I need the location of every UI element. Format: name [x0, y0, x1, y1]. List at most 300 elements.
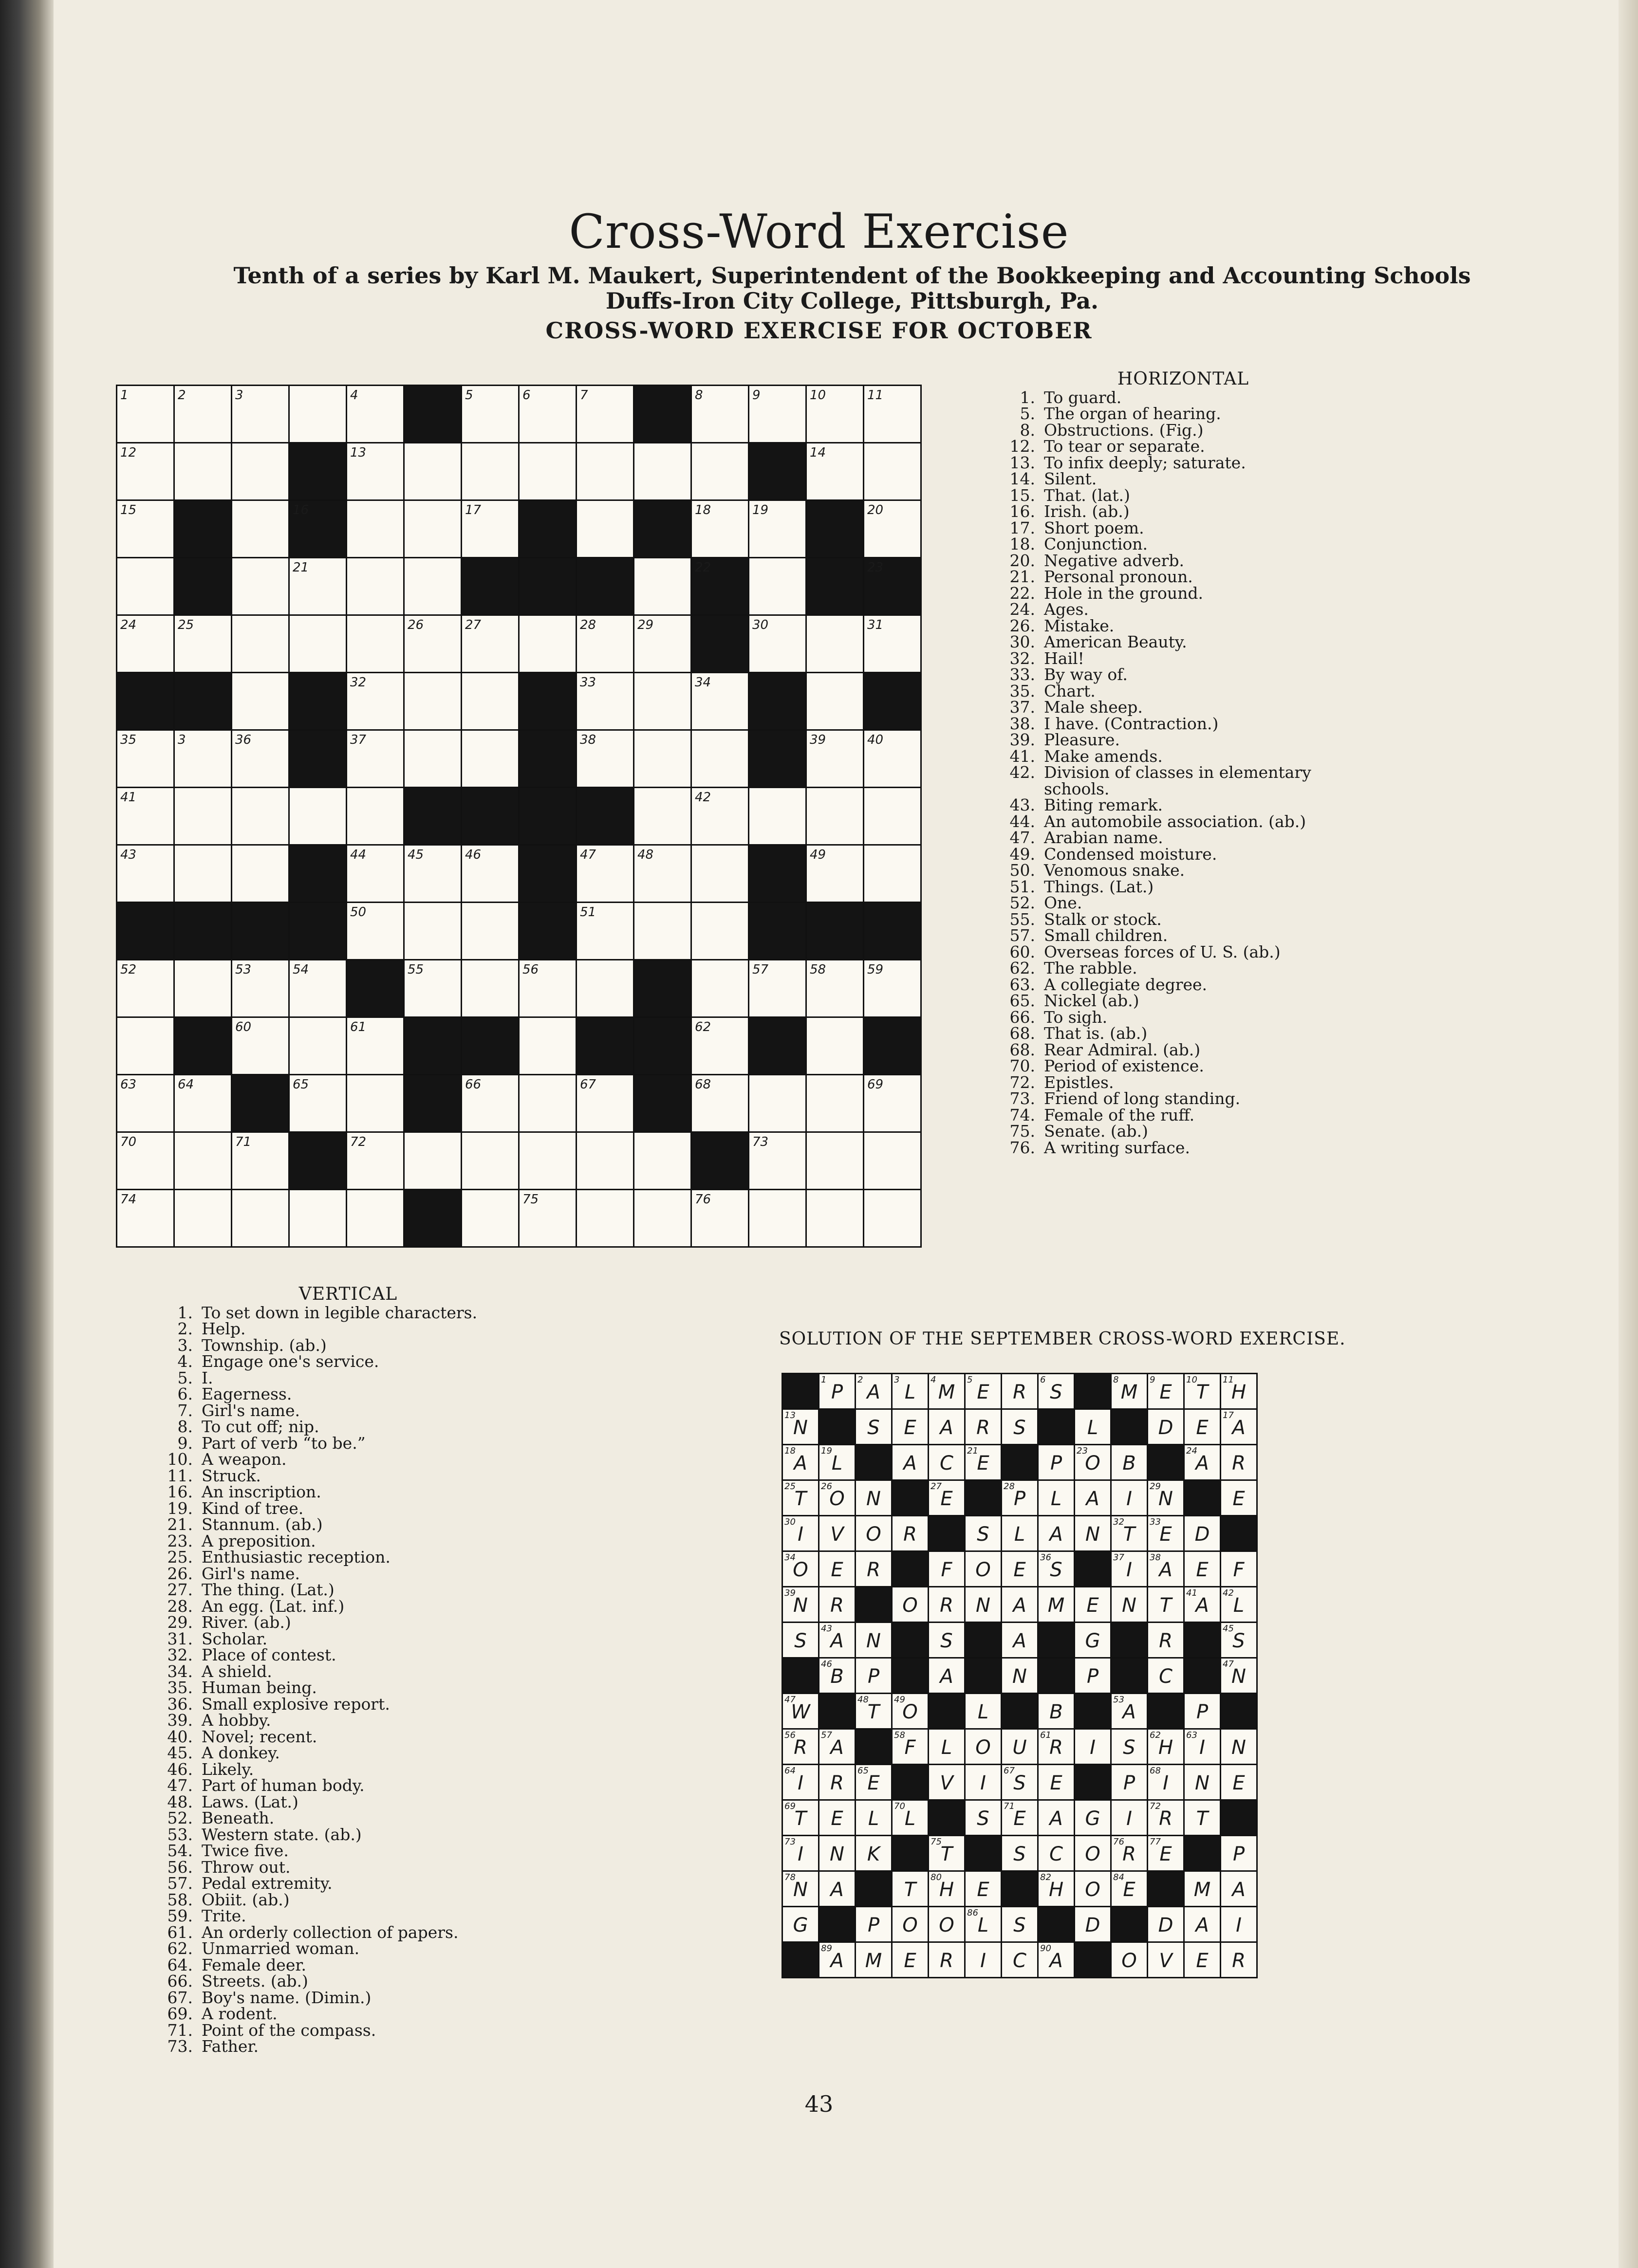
solution-cell — [1111, 1374, 1148, 1409]
puzzle-cell[interactable] — [749, 1075, 806, 1132]
puzzle-cell[interactable] — [347, 1132, 404, 1190]
puzzle-cell[interactable] — [174, 443, 232, 500]
cell-number: 69 — [784, 1801, 796, 1811]
clue-text: Obstructions. (Fig.) — [1044, 420, 1204, 440]
puzzle-cell[interactable] — [404, 730, 462, 788]
solution-letter: A — [1013, 1630, 1026, 1652]
cell-number: 73 — [752, 1135, 769, 1149]
puzzle-cell[interactable] — [691, 903, 749, 960]
puzzle-cell[interactable] — [634, 903, 691, 960]
puzzle-cell[interactable] — [232, 1017, 289, 1075]
puzzle-cell[interactable] — [519, 615, 577, 673]
clue-text: A rodent. — [202, 2004, 278, 2023]
puzzle-cell[interactable] — [462, 1190, 519, 1247]
puzzle-cell[interactable] — [634, 730, 691, 788]
puzzle-cell[interactable] — [404, 615, 462, 673]
solution-cell — [782, 1729, 819, 1765]
cell-number: 24 — [1186, 1446, 1197, 1456]
puzzle-cell[interactable] — [691, 386, 749, 443]
puzzle-cell[interactable] — [289, 788, 347, 845]
clue-text: River. (ab.) — [202, 1613, 291, 1632]
cell-number: 58 — [894, 1730, 905, 1740]
puzzle-cell[interactable] — [577, 730, 634, 788]
clue-number: 18. — [1009, 535, 1035, 553]
puzzle-cell[interactable] — [347, 788, 404, 845]
puzzle-cell[interactable] — [806, 615, 864, 673]
puzzle-cell[interactable] — [864, 1075, 921, 1132]
puzzle-cell[interactable] — [404, 1132, 462, 1190]
puzzle-cell[interactable] — [806, 443, 864, 500]
horizontal-clues — [1003, 371, 1363, 1156]
clue-item — [1003, 1058, 1363, 1074]
puzzle-cell[interactable] — [174, 1190, 232, 1247]
cell-number: 52 — [120, 962, 137, 977]
clue-text: Streets. (ab.) — [202, 1972, 308, 1991]
puzzle-cell[interactable] — [117, 730, 174, 788]
puzzle-row — [117, 730, 921, 788]
clue-text: A collegiate degree. — [1044, 975, 1208, 994]
puzzle-cell[interactable] — [577, 615, 634, 673]
cell-number: 13 — [784, 1410, 796, 1420]
black-square — [892, 1551, 929, 1587]
cell-number: 43 — [120, 848, 137, 862]
cell-number: 89 — [821, 1943, 832, 1954]
puzzle-cell[interactable] — [577, 1075, 634, 1132]
puzzle-cell[interactable] — [634, 1132, 691, 1190]
solution-cell — [1148, 1551, 1184, 1587]
puzzle-row — [117, 615, 921, 673]
horizontal-heading: HORIZONTAL — [1117, 369, 1249, 389]
puzzle-cell[interactable] — [289, 1075, 347, 1132]
solution-letter: P — [831, 1381, 843, 1403]
puzzle-cell[interactable] — [174, 1075, 232, 1132]
puzzle-cell[interactable] — [289, 615, 347, 673]
puzzle-cell[interactable] — [691, 1190, 749, 1247]
solution-letter: R — [1159, 1807, 1173, 1830]
solution-cell — [1002, 1374, 1038, 1409]
puzzle-cell[interactable] — [806, 1075, 864, 1132]
cell-number: 30 — [752, 618, 769, 632]
solution-cell — [892, 1374, 929, 1409]
puzzle-cell[interactable] — [519, 386, 577, 443]
puzzle-cell[interactable] — [691, 730, 749, 788]
puzzle-cell[interactable] — [462, 845, 519, 903]
solution-cell — [1184, 1587, 1221, 1623]
clue-number: 17. — [1009, 518, 1035, 537]
solution-cell — [1221, 1871, 1257, 1907]
puzzle-cell[interactable] — [462, 730, 519, 788]
solution-row — [782, 1729, 1257, 1765]
clue-number: 64. — [167, 1955, 193, 1974]
puzzle-cell[interactable] — [634, 845, 691, 903]
puzzle-cell[interactable] — [691, 500, 749, 558]
puzzle-cell[interactable] — [232, 1132, 289, 1190]
puzzle-cell[interactable] — [749, 558, 806, 615]
puzzle-cell[interactable] — [749, 960, 806, 1017]
puzzle-cell[interactable] — [232, 788, 289, 845]
puzzle-cell[interactable] — [462, 615, 519, 673]
puzzle-cell[interactable] — [749, 1132, 806, 1190]
puzzle-cell[interactable] — [117, 615, 174, 673]
puzzle-cell[interactable] — [806, 673, 864, 730]
solution-letter: N — [1158, 1488, 1173, 1510]
puzzle-cell[interactable] — [577, 443, 634, 500]
puzzle-cell[interactable] — [519, 1190, 577, 1247]
solution-letter: P — [867, 1914, 880, 1936]
puzzle-cell[interactable] — [117, 558, 174, 615]
cell-number: 10 — [1186, 1375, 1197, 1385]
black-square — [1075, 1551, 1111, 1587]
cell-number: 41 — [120, 790, 137, 805]
cell-number: 53 — [1113, 1695, 1124, 1705]
cell-number: 62 — [695, 1020, 711, 1034]
puzzle-cell[interactable] — [117, 1075, 174, 1132]
cell-number: 42 — [1223, 1588, 1234, 1598]
solution-letter: E — [1196, 1950, 1209, 1972]
puzzle-cell[interactable] — [634, 558, 691, 615]
puzzle-cell[interactable] — [232, 1190, 289, 1247]
puzzle-cell[interactable] — [232, 845, 289, 903]
puzzle-cell[interactable] — [749, 1190, 806, 1247]
puzzle-cell[interactable] — [806, 1132, 864, 1190]
puzzle-cell[interactable] — [749, 500, 806, 558]
clue-item — [161, 1777, 560, 1794]
puzzle-cell[interactable] — [117, 960, 174, 1017]
clue-number: 24. — [1009, 600, 1035, 619]
puzzle-cell[interactable] — [864, 845, 921, 903]
puzzle-cell[interactable] — [462, 443, 519, 500]
clue-text: A donkey. — [202, 1743, 280, 1762]
puzzle-cell[interactable] — [577, 903, 634, 960]
solution-row — [782, 1800, 1257, 1836]
black-square — [404, 1017, 462, 1075]
puzzle-cell[interactable] — [462, 386, 519, 443]
puzzle-cell[interactable] — [691, 788, 749, 845]
solution-cell — [965, 1765, 1002, 1800]
clue-number: 42. — [1009, 763, 1035, 782]
clue-number: 55. — [1009, 909, 1035, 929]
puzzle-cell[interactable] — [634, 673, 691, 730]
puzzle-cell[interactable] — [174, 788, 232, 845]
solution-letter: P — [1232, 1843, 1245, 1865]
solution-cell — [782, 1516, 819, 1551]
cell-number: 5 — [967, 1375, 973, 1385]
solution-letter: A — [830, 1630, 844, 1652]
solution-letter: S — [1050, 1559, 1062, 1581]
puzzle-cell[interactable] — [691, 845, 749, 903]
puzzle-cell[interactable] — [577, 845, 634, 903]
puzzle-row — [117, 903, 921, 960]
solution-letter: L — [1050, 1488, 1062, 1510]
puzzle-cell[interactable] — [634, 615, 691, 673]
solution-letter: P — [867, 1665, 880, 1688]
clue-text: Silent. — [1044, 469, 1097, 488]
puzzle-cell[interactable] — [117, 788, 174, 845]
clue-number: 28. — [167, 1596, 193, 1616]
puzzle-cell[interactable] — [232, 443, 289, 500]
solution-letter: S — [1050, 1381, 1062, 1403]
puzzle-cell[interactable] — [691, 960, 749, 1017]
puzzle-cell[interactable] — [864, 386, 921, 443]
puzzle-cell[interactable] — [519, 443, 577, 500]
solution-letter: R — [1232, 1452, 1246, 1475]
puzzle-cell[interactable] — [289, 960, 347, 1017]
puzzle-cell[interactable] — [519, 1017, 577, 1075]
puzzle-cell[interactable] — [117, 500, 174, 558]
cell-number: 74 — [120, 1192, 137, 1207]
puzzle-cell[interactable] — [864, 788, 921, 845]
solution-cell — [819, 1587, 856, 1623]
cell-number: 56 — [522, 962, 539, 977]
cell-number: 13 — [350, 445, 367, 460]
black-square — [1184, 1623, 1221, 1658]
solution-cell — [965, 1445, 1002, 1480]
puzzle-cell[interactable] — [577, 673, 634, 730]
cell-number: 45 — [408, 848, 424, 862]
clue-number: 60. — [1009, 942, 1035, 961]
puzzle-cell[interactable] — [864, 960, 921, 1017]
puzzle-cell[interactable] — [806, 845, 864, 903]
black-square — [634, 386, 691, 443]
puzzle-cell[interactable] — [462, 673, 519, 730]
puzzle-cell[interactable] — [634, 1190, 691, 1247]
clue-text: Female of the ruff. — [1044, 1105, 1195, 1125]
clue-item — [161, 1435, 560, 1452]
solution-letter: P — [1086, 1665, 1099, 1688]
puzzle-cell[interactable] — [117, 1190, 174, 1247]
puzzle-cell[interactable] — [347, 903, 404, 960]
puzzle-cell[interactable] — [577, 960, 634, 1017]
puzzle-cell[interactable] — [806, 788, 864, 845]
puzzle-cell[interactable] — [289, 558, 347, 615]
clue-text: American Beauty. — [1044, 632, 1187, 651]
puzzle-cell[interactable] — [347, 615, 404, 673]
puzzle-cell[interactable] — [347, 558, 404, 615]
solution-letter: P — [1196, 1701, 1209, 1723]
puzzle-cell[interactable] — [347, 443, 404, 500]
clue-item — [1003, 732, 1363, 748]
puzzle-cell[interactable] — [806, 730, 864, 788]
solution-cell — [929, 1765, 965, 1800]
puzzle-cell[interactable] — [174, 960, 232, 1017]
black-square — [1038, 1658, 1075, 1694]
solution-row — [782, 1765, 1257, 1800]
cell-number: 6 — [1040, 1375, 1046, 1385]
puzzle-cell[interactable] — [806, 960, 864, 1017]
puzzle-cell[interactable] — [864, 615, 921, 673]
clue-text: Place of contest. — [202, 1645, 336, 1664]
cell-number: 84 — [1113, 1872, 1124, 1882]
puzzle-cell[interactable] — [577, 386, 634, 443]
puzzle-cell[interactable] — [347, 673, 404, 730]
cell-number: 32 — [350, 675, 367, 690]
black-square — [691, 615, 749, 673]
puzzle-cell[interactable] — [864, 1132, 921, 1190]
puzzle-cell[interactable] — [864, 500, 921, 558]
cell-number: 45 — [1223, 1623, 1234, 1634]
crossword-puzzle-grid — [116, 385, 922, 1248]
puzzle-cell[interactable] — [289, 1190, 347, 1247]
puzzle-cell[interactable] — [864, 730, 921, 788]
puzzle-cell[interactable] — [174, 845, 232, 903]
clue-text: Epistles. — [1044, 1072, 1114, 1092]
puzzle-cell[interactable] — [691, 1075, 749, 1132]
solution-cell — [1038, 1551, 1075, 1587]
puzzle-cell[interactable] — [462, 500, 519, 558]
puzzle-cell[interactable] — [174, 615, 232, 673]
puzzle-cell[interactable] — [117, 443, 174, 500]
cell-number: 47 — [784, 1695, 796, 1705]
puzzle-cell[interactable] — [749, 386, 806, 443]
solution-cell — [929, 1907, 965, 1942]
puzzle-cell[interactable] — [519, 1132, 577, 1190]
puzzle-cell[interactable] — [404, 673, 462, 730]
puzzle-cell[interactable] — [232, 558, 289, 615]
puzzle-cell[interactable] — [462, 903, 519, 960]
puzzle-cell[interactable] — [232, 960, 289, 1017]
puzzle-cell[interactable] — [289, 1017, 347, 1075]
puzzle-cell[interactable] — [806, 1190, 864, 1247]
puzzle-cell[interactable] — [749, 615, 806, 673]
clue-text: Ages. — [1044, 600, 1089, 619]
solution-letter: R — [794, 1736, 807, 1759]
puzzle-cell[interactable] — [462, 1132, 519, 1190]
clue-number: 39. — [167, 1711, 193, 1730]
clue-item — [161, 1321, 560, 1337]
puzzle-cell[interactable] — [117, 845, 174, 903]
puzzle-cell[interactable] — [232, 730, 289, 788]
solution-letter: T — [794, 1807, 807, 1830]
cell-number: 55 — [408, 962, 424, 977]
clue-item — [161, 1402, 560, 1419]
cell-number: 31 — [867, 618, 884, 632]
clue-item — [1003, 487, 1363, 504]
puzzle-cell[interactable] — [232, 615, 289, 673]
solution-cell — [1111, 1551, 1148, 1587]
puzzle-cell[interactable] — [232, 386, 289, 443]
puzzle-cell[interactable] — [864, 1190, 921, 1247]
puzzle-cell[interactable] — [462, 960, 519, 1017]
solution-cell — [819, 1623, 856, 1658]
solution-letter: E — [1196, 1417, 1209, 1439]
puzzle-cell[interactable] — [232, 500, 289, 558]
puzzle-cell[interactable] — [691, 1017, 749, 1075]
puzzle-cell[interactable] — [749, 788, 806, 845]
puzzle-cell[interactable] — [577, 1132, 634, 1190]
puzzle-cell[interactable] — [864, 443, 921, 500]
puzzle-cell[interactable] — [691, 443, 749, 500]
clue-number: 16. — [1009, 502, 1035, 521]
puzzle-cell[interactable] — [634, 443, 691, 500]
puzzle-cell[interactable] — [347, 386, 404, 443]
clue-number: 6. — [177, 1384, 193, 1403]
black-square — [519, 845, 577, 903]
puzzle-cell[interactable] — [347, 730, 404, 788]
clue-item — [1003, 438, 1363, 455]
puzzle-cell[interactable] — [806, 1017, 864, 1075]
solution-letter: I — [1090, 1736, 1096, 1759]
clue-item — [161, 1990, 560, 2006]
puzzle-cell[interactable] — [462, 1075, 519, 1132]
black-square — [864, 903, 921, 960]
cell-number: 75 — [522, 1192, 539, 1207]
cell-number: 18 — [695, 503, 711, 517]
puzzle-cell[interactable] — [577, 500, 634, 558]
puzzle-cell[interactable] — [347, 1017, 404, 1075]
clue-text: Chart. — [1044, 681, 1096, 701]
solution-letter: D — [1158, 1914, 1173, 1936]
solution-letter: E — [1159, 1381, 1172, 1403]
puzzle-cell[interactable] — [232, 673, 289, 730]
clue-text: One. — [1044, 893, 1082, 912]
puzzle-cell[interactable] — [404, 845, 462, 903]
puzzle-cell[interactable] — [404, 558, 462, 615]
solution-cell — [892, 1907, 929, 1942]
cell-number: 21 — [967, 1446, 978, 1456]
black-square — [1184, 1658, 1221, 1694]
solution-cell — [1221, 1907, 1257, 1942]
puzzle-cell[interactable] — [519, 960, 577, 1017]
subtitle-line-2: Duffs-Iron City College, Pittsburgh, Pa. — [605, 288, 1099, 314]
clue-number: 21. — [167, 1515, 193, 1534]
solution-cell — [856, 1516, 892, 1551]
solution-letter: L — [904, 1381, 916, 1403]
solution-cell — [1038, 1587, 1075, 1623]
clue-number: 68. — [1009, 1040, 1035, 1059]
puzzle-cell[interactable] — [347, 500, 404, 558]
puzzle-cell[interactable] — [634, 788, 691, 845]
solution-letter: N — [1231, 1736, 1246, 1759]
cell-number: 33 — [1150, 1517, 1161, 1527]
puzzle-cell[interactable] — [404, 960, 462, 1017]
puzzle-cell[interactable] — [519, 1075, 577, 1132]
puzzle-cell[interactable] — [174, 1132, 232, 1190]
puzzle-cell[interactable] — [404, 500, 462, 558]
puzzle-cell[interactable] — [577, 1190, 634, 1247]
puzzle-cell[interactable] — [347, 845, 404, 903]
black-square — [965, 1658, 1002, 1694]
solution-row — [782, 1694, 1257, 1729]
puzzle-cell[interactable] — [117, 1017, 174, 1075]
black-square — [174, 673, 232, 730]
solution-cell — [1184, 1374, 1221, 1409]
solution-letter: E — [867, 1772, 880, 1794]
clue-number: 1. — [1020, 387, 1035, 407]
puzzle-cell[interactable] — [347, 1190, 404, 1247]
puzzle-cell[interactable] — [806, 386, 864, 443]
puzzle-cell[interactable] — [347, 1075, 404, 1132]
solution-letter: A — [830, 1879, 844, 1901]
puzzle-cell[interactable] — [404, 903, 462, 960]
cell-number: 19 — [821, 1446, 832, 1456]
clue-text: Obiit. (ab.) — [202, 1890, 290, 1909]
clue-text: Enthusiastic reception. — [202, 1548, 391, 1567]
clue-number: 52. — [1009, 893, 1035, 912]
puzzle-cell[interactable] — [117, 1132, 174, 1190]
solution-letter: B — [830, 1665, 844, 1688]
vertical-clue-list — [161, 1305, 560, 2055]
cell-number: 61 — [1040, 1730, 1051, 1740]
solution-cell — [929, 1623, 965, 1658]
solution-cell — [1148, 1800, 1184, 1836]
puzzle-cell[interactable] — [174, 730, 232, 788]
puzzle-cell[interactable] — [289, 386, 347, 443]
puzzle-cell[interactable] — [691, 673, 749, 730]
puzzle-cell[interactable] — [174, 386, 232, 443]
puzzle-cell[interactable] — [117, 386, 174, 443]
solution-cell — [1075, 1445, 1111, 1480]
puzzle-cell[interactable] — [404, 443, 462, 500]
